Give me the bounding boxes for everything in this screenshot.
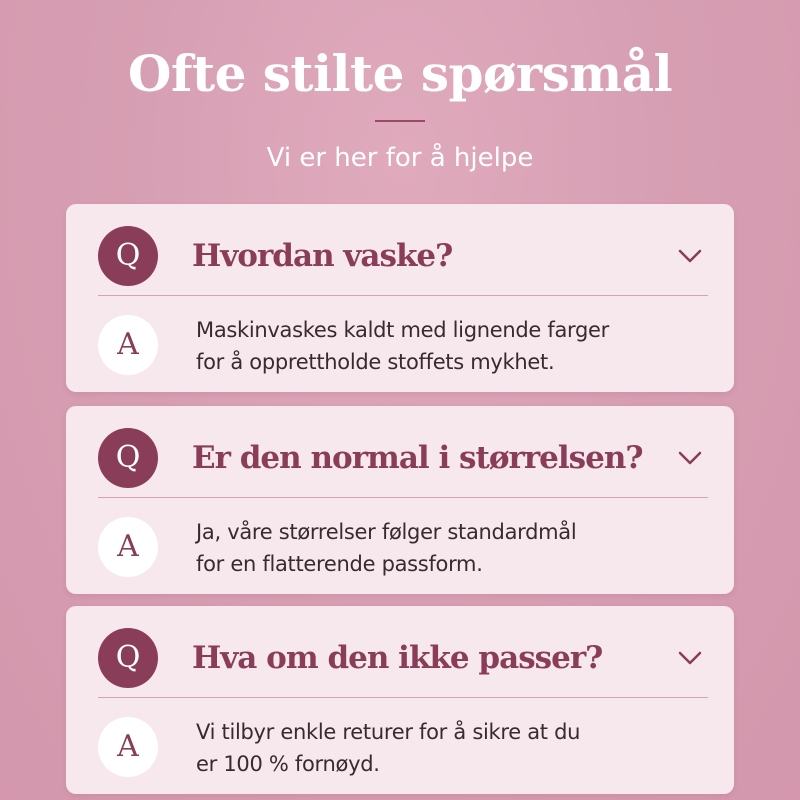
chevron-down-icon[interactable]	[676, 444, 704, 472]
faq-answer: Maskinvaskes kaldt med lignende farger for å opprettholde stoffets mykhet.	[196, 318, 610, 374]
title-divider	[375, 120, 425, 122]
chevron-down-icon[interactable]	[676, 644, 704, 672]
answer-badge: A	[98, 315, 158, 375]
faq-answer: Vi tilbyr enkle returer for å sikre at du er 100 % fornøyd.	[196, 720, 581, 776]
faq-item-sizing[interactable]	[66, 406, 734, 594]
faq-divider	[98, 295, 708, 296]
faq-divider	[98, 497, 708, 498]
answer-badge: A	[98, 517, 158, 577]
faq-answer: Ja, våre størrelser følger standardmål for en flatterende passform.	[196, 520, 577, 576]
faq-question[interactable]: Hva om den ikke passer?	[192, 640, 603, 676]
page-subtitle: Vi er her for å hjelpe	[266, 143, 534, 173]
chevron-down-icon[interactable]	[676, 242, 704, 270]
page-title: Ofte stilte spørsmål	[127, 44, 673, 103]
faq-divider	[98, 697, 708, 698]
faq-item-returns[interactable]	[66, 606, 734, 794]
faq-question[interactable]: Er den normal i størrelsen?	[192, 440, 643, 476]
faq-item-washing[interactable]	[66, 204, 734, 392]
faq-question[interactable]: Hvordan vaske?	[192, 238, 453, 274]
question-badge: Q	[98, 628, 158, 688]
question-badge: Q	[98, 226, 158, 286]
question-badge: Q	[98, 428, 158, 488]
answer-badge: A	[98, 717, 158, 777]
